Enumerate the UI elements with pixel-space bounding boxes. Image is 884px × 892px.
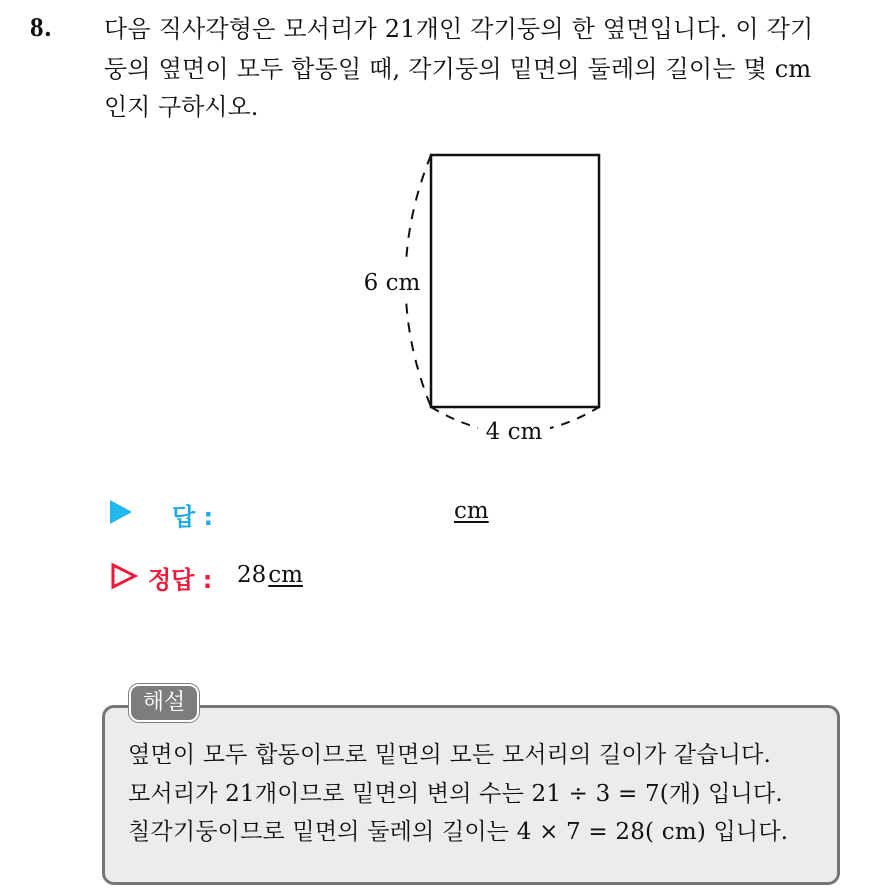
question-text-line-3: 인지 구하시오. bbox=[104, 93, 259, 121]
width-label: 4 cm bbox=[485, 419, 543, 445]
question-text-line-1: 다음 직사각형은 모서리가 21개인 각기둥의 한 옆면입니다. 이 각기 bbox=[104, 15, 814, 43]
correct-answer-row bbox=[110, 560, 530, 594]
correct-answer-value bbox=[237, 562, 303, 588]
explanation-tab: 해설 bbox=[129, 684, 199, 722]
explanation-line-2: 모서리가 21개이므로 밑면의 변의 수는 21 ÷ 3 = 7(개) 입니다. bbox=[128, 781, 783, 807]
question-text-line-2: 둥의 옆면이 모두 합동일 때, 각기둥의 밑면의 둘레의 길이는 몇 cm bbox=[104, 55, 812, 83]
correct-answer-unit: cm bbox=[268, 562, 303, 588]
correct-answer-label: 정답 : bbox=[148, 566, 213, 594]
rectangle-figure bbox=[340, 140, 620, 450]
outline-arrow-icon bbox=[110, 562, 138, 590]
question-number: 8. bbox=[30, 12, 53, 42]
side-face-rectangle bbox=[431, 155, 599, 407]
answer-label: 답 : bbox=[172, 503, 214, 531]
answer-row bbox=[110, 496, 530, 530]
correct-answer-number: 28 bbox=[237, 562, 267, 588]
answer-unit: cm bbox=[454, 498, 489, 524]
explanation-line-3: 칠각기둥이므로 밑면의 둘레의 길이는 4 × 7 = 28( cm) 입니다. bbox=[128, 819, 789, 845]
explanation-line-1: 옆면이 모두 합동이므로 밑면의 모든 모서리의 길이가 같습니다. bbox=[128, 742, 771, 768]
height-label: 6 cm bbox=[363, 270, 421, 296]
play-arrow-icon bbox=[110, 500, 132, 524]
